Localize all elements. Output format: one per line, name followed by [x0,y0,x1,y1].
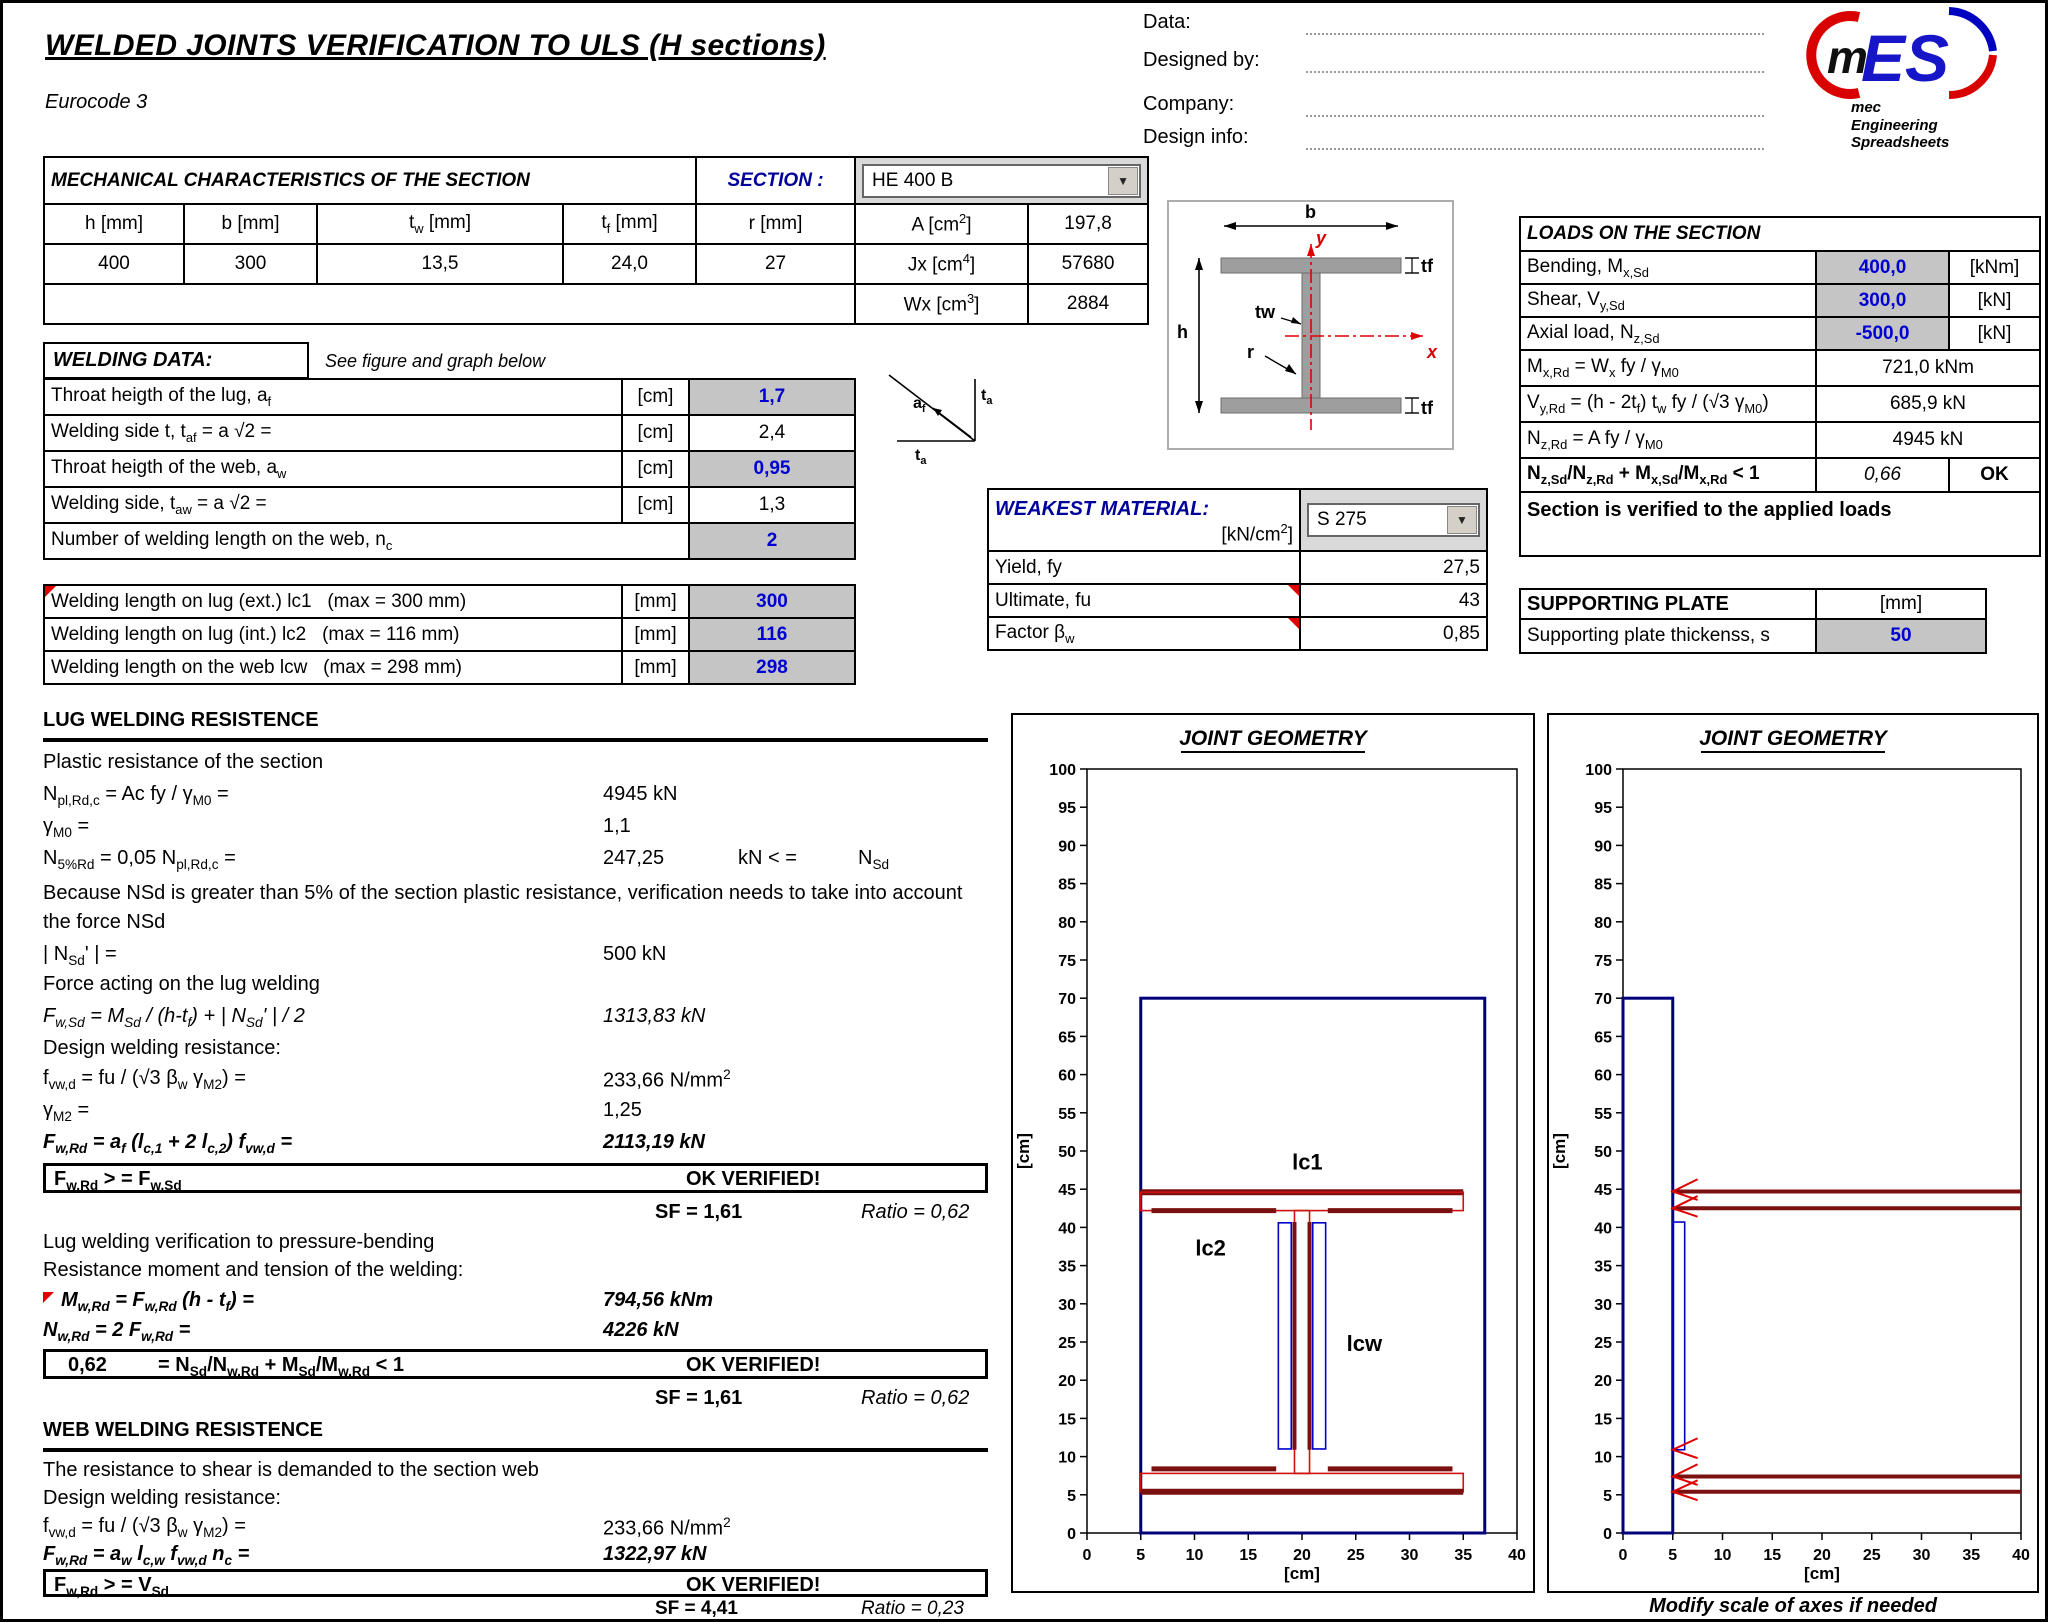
svg-text:0: 0 [1618,1547,1628,1564]
svg-text:25: 25 [1058,1335,1076,1352]
section-diagram [1167,200,1454,450]
weld-row-unit-lcw: [mm] [622,651,689,684]
weld-row-unit-lc1: [mm] [622,585,689,618]
load-unit-bending: [kNm] [1949,251,2040,284]
svg-text:20: 20 [1813,1547,1831,1564]
svg-text:85: 85 [1058,876,1076,894]
svg-text:15: 15 [1058,1411,1076,1429]
mech-col-b: b [mm] [184,204,317,244]
mech-prop-label-Jx: Jx $[cm^4]$ [855,244,1028,284]
svg-text:5: 5 [1136,1547,1146,1564]
lug-line-fvwd: $f_{vw,d}$ = fu / (√3 $\beta_w$ $\gamma_{M2}$) = 233,66 $N/mm^2$ [43,1067,731,1092]
load-input-axial[interactable]: -500,0 [1816,317,1949,350]
weld-row-label-lc1: Welding length on lug (ext.) lc1 (max = 300 mm) [44,585,622,618]
svg-text:25: 25 [1862,1547,1881,1564]
lug-line-mwrd: $M_{w,Rd} = F_{w,Rd}$ $(h - t_f)$ = 794,56 kNm [43,1289,988,1314]
form-label-company: Company: [1143,93,1235,115]
svg-text:70: 70 [1058,991,1076,1009]
label-ta-top: $t_a$ [981,387,993,408]
form-input-line-company[interactable] [1306,115,1764,117]
svg-text:65: 65 [1058,1029,1076,1047]
material-dropdown-value: S 275 [1317,509,1367,530]
logo-es: ES [1861,21,1950,95]
material-dropdown[interactable] [1307,503,1480,537]
formula-value: 247,25 [603,847,665,869]
formula-value: 1322,97 kN [603,1543,707,1565]
svg-text:100: 100 [1585,762,1612,779]
web-line-design: Design welding resistance: [43,1487,281,1509]
weakest-material-unit: $[kN/cm^2]$ [1221,520,1293,546]
formula-value: 233,66 $N/mm^2$ [603,1067,731,1092]
dropdown-arrow-icon[interactable]: ▼ [1447,506,1477,534]
svg-text:25: 25 [1594,1335,1612,1352]
comment-marker-icon [1288,585,1299,596]
svg-text:30: 30 [1912,1547,1931,1564]
weld-value-taw: 1,3 [689,487,855,523]
load-check-formula: $N_{z,Sd}/N_{z,Rd} + M_{x,Sd}/M_{x,Rd} < 1$ [1520,458,1816,492]
loads-title: LOADS ON THE SECTION [1520,217,2040,251]
mech-col-r: r [mm] [696,204,855,244]
svg-text:0: 0 [1603,1526,1612,1543]
throat-diagram [879,369,1009,479]
axis-label-y: y [1316,228,1327,248]
weld-input-nc[interactable]: 2 [689,523,855,559]
weld-value-taf: 2,4 [689,415,855,451]
svg-text:95: 95 [1594,800,1612,818]
comment-marker-icon [43,1292,54,1303]
form-label-design-info: Design info: [1143,126,1249,148]
load-check-value: 0,66 [1816,458,1949,492]
svg-text:10: 10 [1185,1547,1204,1564]
svg-text:85: 85 [1594,876,1612,894]
svg-text:5: 5 [1067,1487,1076,1505]
mech-prop-value-A: 197,8 [1028,204,1148,244]
web-section-title: WEB WELDING RESISTENCE [43,1419,988,1452]
material-label-ultimate: Ultimate, fu [988,584,1300,617]
load-label-shear: Shear, $V_{y,Sd}$ [1520,284,1816,317]
svg-text:10: 10 [1058,1449,1076,1467]
mech-prop-value-Wx: 2884 [1028,284,1148,324]
material-value-yield: 27,5 [1300,551,1487,584]
svg-text:JOINT GEOMETRY: JOINT GEOMETRY [1699,727,1887,750]
web-line-fwrd: $F_{w,Rd} = a_w$ $l_{c,w}$ $f_{vw,d}$ $n_c$ = 1322,97 kN [43,1543,707,1568]
material-label-betaw: Factor $\beta_w$ [988,617,1300,650]
supporting-plate-label: Supporting plate thickenss, s [1520,619,1816,653]
svg-text:[cm]: [cm] [1284,1564,1320,1583]
ratio-value: Ratio = 0,23 [861,1598,964,1619]
dropdown-arrow-icon[interactable]: ▼ [1108,167,1138,195]
lug-line-resist: Resistance moment and tension of the welding: [43,1259,464,1281]
lug-line-force: Force acting on the lug welding [43,973,320,995]
dim-label-tw: tw [1255,302,1275,322]
svg-text:40: 40 [2012,1547,2030,1564]
formula-value: 1,1 [603,815,631,837]
safety-factor: SF = 1,61 [655,1387,743,1409]
comment-marker-icon [1288,618,1299,629]
svg-text:90: 90 [1058,838,1076,856]
logo-m: m [1827,31,1868,83]
logo-sub2: Engineering Spreadsheets [1851,117,1950,151]
logo-mark-icon [1789,7,2039,99]
svg-text:15: 15 [1594,1411,1612,1429]
section-dropdown-value: HE 400 B [872,169,954,191]
svg-text:40: 40 [1594,1220,1612,1238]
svg-text:5: 5 [1603,1487,1612,1505]
weld-row-unit-lc2: [mm] [622,618,689,651]
weld-row-unit-taw: [cm] [622,487,689,523]
welding-data-note: See figure and graph below [325,351,546,371]
welding-data-title-cell [43,342,309,379]
weld-row-unit-aw: [cm] [622,451,689,487]
svg-text:50: 50 [1058,1144,1076,1161]
lug-line-fwsd: $F_{w,Sd} = M_{Sd} / (h-t_f)$ + | $N_{Sd}'$ | / 2 1313,83 kN [43,1005,706,1030]
svg-text:0: 0 [1082,1547,1092,1564]
material-label-yield: Yield, fy [988,551,1300,584]
weld-input-lc1[interactable]: 300 [689,585,855,618]
lug-check1-box: $F_{w,Rd}$ > = $F_{w,Sd}$ OK VERIFIED! [43,1163,988,1193]
load-input-bending[interactable]: 400,0 [1816,251,1949,284]
svg-text:15: 15 [1239,1547,1258,1564]
web-line-fvwd: $f_{vw,d}$ = fu / (√3 $\beta_w$ $\gamma_{M2}$) = 233,66 $N/mm^2$ [43,1515,731,1540]
svg-text:JOINT GEOMETRY: JOINT GEOMETRY [1179,727,1367,750]
svg-text:80: 80 [1594,914,1612,932]
lug-line-gm2: $\gamma_{M2}$ = 1,25 [43,1099,642,1124]
svg-text:lc1: lc1 [1292,1149,1323,1175]
load-unit-shear: [kN] [1949,284,2040,317]
comment-marker-icon [45,586,56,597]
section-label: SECTION : [696,157,855,204]
logo [1789,7,2039,151]
section-dropdown[interactable] [862,164,1141,198]
formula-value: 233,66 $N/mm^2$ [603,1515,731,1540]
status-badge: OK VERIFIED! [686,1574,821,1596]
formula-value: 2113,19 kN [603,1131,705,1153]
lug-line-verif: Lug welding verification to pressure-bending [43,1231,435,1253]
load-result-value-mxrd: 721,0 kNm [1816,350,2040,386]
joint-geometry-chart-2 [1547,713,2039,1593]
load-unit-axial: [kN] [1949,317,2040,350]
formula-value: 1,25 [603,1099,642,1121]
page-subtitle: Eurocode 3 [45,91,148,113]
weld-input-aw[interactable]: 0,95 [689,451,855,487]
label-ta-bottom: $t_a$ [915,447,927,468]
svg-text:45: 45 [1594,1182,1612,1200]
svg-text:0: 0 [1067,1526,1076,1543]
weld-row-label-lcw: Welding length on the web lcw (max = 298 mm) [44,651,622,684]
mech-value-b: 300 [184,244,317,284]
svg-text:20: 20 [1594,1373,1612,1391]
svg-text:95: 95 [1058,800,1076,818]
weld-row-label-lc2: Welding length on lug (int.) lc2 (max = 116 mm) [44,618,622,651]
svg-text:35: 35 [1058,1258,1076,1276]
supporting-plate-unit: [mm] [1816,589,1986,619]
svg-text:45: 45 [1058,1182,1076,1200]
load-label-axial: Axial load, $N_{z,Sd}$ [1520,317,1816,350]
svg-text:70: 70 [1594,991,1612,1009]
weld-row-label-taw: Welding side, $t_{aw} = a$ √2 = [44,487,622,523]
svg-text:65: 65 [1594,1029,1612,1047]
svg-text:20: 20 [1293,1547,1311,1564]
mech-value-r: 27 [696,244,855,284]
logo-sub1: mec [1851,99,1882,116]
weld-throat-triangle-icon [879,369,999,473]
svg-text:90: 90 [1594,838,1612,856]
lug-note: Because NSd is greater than 5% of the section plastic resistance, verification needs to take into account the force NSd [43,882,963,933]
load-input-shear[interactable]: 300,0 [1816,284,1949,317]
svg-text:5: 5 [1668,1547,1678,1564]
svg-text:55: 55 [1594,1105,1612,1123]
lug-line-nwrd: $N_{w,Rd} = 2$ $F_{w,Rd}$ = 4226 kN [43,1319,679,1344]
lug-check2-box: 0,62 = $N_{Sd}/N_{w,Rd} + M_{Sd}/M_{w,Rd} < 1$ OK VERIFIED! [43,1349,988,1379]
formula-value: 4226 kN [603,1319,679,1341]
weld-row-unit-af: [cm] [622,379,689,415]
weld-row-label-taf: Welding side t, $t_{af} = a$ √2 = [44,415,622,451]
svg-text:50: 50 [1594,1144,1612,1161]
lug-line-nsd: | $N_{Sd}'$ | = 500 kN [43,943,667,968]
formula-value: 500 kN [603,943,667,965]
web-check-box: $F_{w,Rd}$ > = $V_{Sd}$ OK VERIFIED! [43,1569,988,1597]
weld-input-lc2[interactable]: 116 [689,618,855,651]
svg-text:75: 75 [1594,953,1612,970]
weld-input-lcw[interactable]: 298 [689,651,855,684]
mech-prop-label-A: A $[cm^2]$ [855,204,1028,244]
safety-factor: SF = 1,61 [655,1201,743,1223]
supporting-plate-title: SUPPORTING PLATE [1520,589,1816,619]
loads-verdict: Section is verified to the applied loads [1520,492,2040,556]
svg-text:75: 75 [1058,953,1076,970]
load-result-value-nzrd: 4945 kN [1816,422,2040,458]
web-line-shear: The resistance to shear is demanded to the section web [43,1459,539,1481]
svg-text:40: 40 [1508,1547,1526,1564]
mech-title: MECHANICAL CHARACTERISTICS OF THE SECTION [44,157,696,204]
svg-text:lc2: lc2 [1195,1235,1226,1261]
load-result-value-vyrd: 685,9 kN [1816,386,2040,422]
joint-geometry-chart-1 [1011,713,1535,1593]
svg-text:10: 10 [1594,1449,1612,1467]
load-check-status: OK [1949,458,2040,492]
weld-input-af[interactable]: 1,7 [689,379,855,415]
h-section-drawing-icon [1169,202,1452,448]
axis-label-x: x [1427,342,1438,362]
svg-text:80: 80 [1058,914,1076,932]
material-value-ultimate: 43 [1300,584,1487,617]
svg-text:60: 60 [1058,1067,1076,1085]
welding-data-table [43,378,856,560]
form-input-line-design-info[interactable] [1306,148,1764,150]
web-welding-section [43,1419,988,1617]
weakest-material-header [988,489,1300,551]
svg-text:15: 15 [1763,1547,1782,1564]
svg-text:35: 35 [1454,1547,1473,1564]
formula-value: 794,56 kNm [603,1289,714,1311]
ratio-value: Ratio = 0,62 [861,1201,970,1223]
load-result-label-mxrd: $M_{x,Rd} = W_x$ fy / $\gamma_{M0}$ [1520,350,1816,386]
welding-data-title: WELDING DATA: [53,349,213,371]
svg-text:[cm]: [cm] [1550,1133,1569,1169]
svg-text:55: 55 [1058,1105,1076,1123]
mech-col-tw: $t_w$ [mm] [317,204,563,244]
svg-text:20: 20 [1058,1373,1076,1391]
formula-value: 4945 kN [603,783,678,805]
svg-text:60: 60 [1594,1067,1612,1085]
svg-text:30: 30 [1594,1296,1612,1314]
ratio-value: Ratio = 0,62 [861,1387,970,1409]
svg-text:lcw: lcw [1346,1331,1383,1357]
lug-line-design: Design welding resistance: [43,1037,281,1059]
status-badge: OK VERIFIED! [686,1354,821,1376]
mech-value-h: 400 [44,244,184,284]
mech-value-tf: 24,0 [563,244,696,284]
svg-text:10: 10 [1713,1547,1732,1564]
lug-welding-section [43,703,988,1419]
form-label-designed-by: Designed by: [1143,49,1260,71]
mech-value-tw: 13,5 [317,244,563,284]
page-title: WELDED JOINTS VERIFICATION TO ULS (H sections) [45,29,826,62]
dim-label-r: r [1247,342,1255,362]
mech-prop-label-Wx: Wx $[cm^3]$ [855,284,1028,324]
lug-line-plastic: Plastic resistance of the section [43,751,324,773]
welding-length-table [43,584,856,685]
svg-text:30: 30 [1058,1296,1076,1314]
weld-row-label-aw: Throat heigth of the web, $a_w$ [44,451,622,487]
weld-row-unit-taf: [cm] [622,415,689,451]
form-input-line-data[interactable] [1306,33,1764,35]
status-badge: OK VERIFIED! [686,1168,821,1190]
dim-label-h: h [1177,322,1188,342]
material-value-betaw: 0,85 [1300,617,1487,650]
supporting-plate-input[interactable]: 50 [1816,619,1986,653]
lug-section-title: LUG WELDING RESISTENCE [43,709,988,742]
svg-text:35: 35 [1594,1258,1612,1276]
footer-note: Modify scale of axes if needed [1649,1595,1937,1617]
form-label-data: Data: [1143,11,1191,33]
loads-table [1519,216,2041,557]
dim-label-tf-top: tf [1421,256,1433,276]
mech-col-tf: $t_f$ [mm] [563,204,696,244]
form-input-line-designed-by[interactable] [1306,71,1764,73]
svg-text:40: 40 [1058,1220,1076,1238]
dim-label-b: b [1305,202,1316,222]
dim-label-tf-bottom: tf [1421,398,1433,418]
weakest-material-title: WEAKEST MATERIAL: [995,497,1210,520]
lug-line-npl: $N_{pl,Rd,c} = Ac$ fy / $\gamma_{M0}$ = 4945 kN [43,783,678,808]
check-value: 0,62 [68,1354,107,1376]
lug-line-gm0: $\gamma_{M0}$ = 1,1 [43,815,631,840]
weakest-material-table [987,488,1488,651]
load-label-bending: Bending, $M_{x,Sd}$ [1520,251,1816,284]
mech-col-h: h [mm] [44,204,184,244]
svg-text:[cm]: [cm] [1804,1564,1840,1583]
svg-text:30: 30 [1400,1547,1419,1564]
svg-text:35: 35 [1962,1547,1981,1564]
weld-row-label-nc: Number of welding length on the web, $n_c$ [44,523,689,559]
svg-text:[cm]: [cm] [1014,1133,1033,1169]
supporting-plate-table [1519,588,1987,654]
lug-line-n5: $N_{5\%Rd} = 0,05$ $N_{pl,Rd,c}$ = 247,25 kN < = $N_{Sd}$ [43,847,890,872]
mech-prop-value-Jx: 57680 [1028,244,1148,284]
safety-factor: SF = 4,41 [655,1598,738,1619]
mechanical-characteristics-table [43,156,1149,325]
load-result-label-vyrd: $V_{y,Rd} = (h - 2t_f)$ $t_w$ fy / (√3 $\gamma_{M0}$) [1520,386,1816,422]
label-af: $a_f$ [913,395,926,416]
svg-text:100: 100 [1049,762,1076,779]
weld-row-label-af: Throat heigth of the lug, $a_f$ [44,379,622,415]
svg-text:25: 25 [1346,1547,1365,1564]
lug-line-fwrd: $F_{w,Rd} = a_f$ ($l_{c,1} + 2$ $l_{c,2}$) $f_{vw,d}$ = 2113,19 kN [43,1131,705,1156]
load-result-label-nzrd: $N_{z,Rd} = A$ fy / $\gamma_{M0}$ [1520,422,1816,458]
formula-value: 1313,83 kN [603,1005,706,1027]
